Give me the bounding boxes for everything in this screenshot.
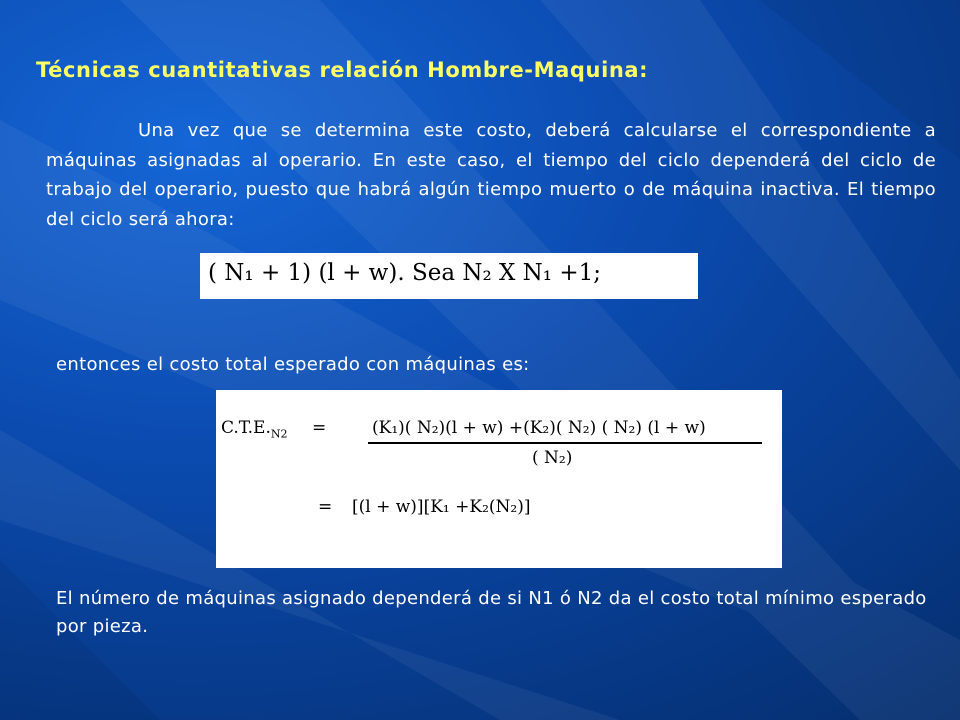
slide-title: Técnicas cuantitativas relación Hombre-Maquina: <box>36 58 649 82</box>
intro-paragraph-text: Una vez que se determina este costo, deberá calcularse el correspondiente a máquinas asignadas al operario. En este caso, el tiempo del ciclo dependerá del ciclo de trabajo del operario, puesto que habrá algún tiempo muerto o de máquina inactiva. El tiempo del ciclo será ahora: <box>46 120 936 230</box>
formula-lhs: $C.T.E._{N2}$ <box>221 418 288 441</box>
formula-numerator: (K₁)( N₂)(l + w) +(K₂)( N₂) ( N₂) (l + w) <box>372 418 706 438</box>
expected-cost-formula <box>216 390 782 568</box>
conclusion-text: El número de máquinas asignado dependerá de si N1 ó N2 da el costo total mínimo esperado por pieza. <box>56 588 927 637</box>
fraction-bar <box>368 442 762 444</box>
expected-cost-intro: entonces el costo total esperado con máquinas es: <box>56 354 530 375</box>
formula-rhs: [(l + w)][K₁ +K₂(N₂)] <box>352 497 531 517</box>
formula-equals-1: = <box>312 418 327 438</box>
intro-paragraph <box>46 116 936 234</box>
formula-denominator: ( N₂) <box>532 448 573 468</box>
cycle-time-formula-text: ( N₁ + 1) (l + w). Sea N₂ X N₁ +1; <box>208 260 601 286</box>
formula-equals-2: = <box>318 497 333 517</box>
cycle-time-formula <box>200 253 698 299</box>
